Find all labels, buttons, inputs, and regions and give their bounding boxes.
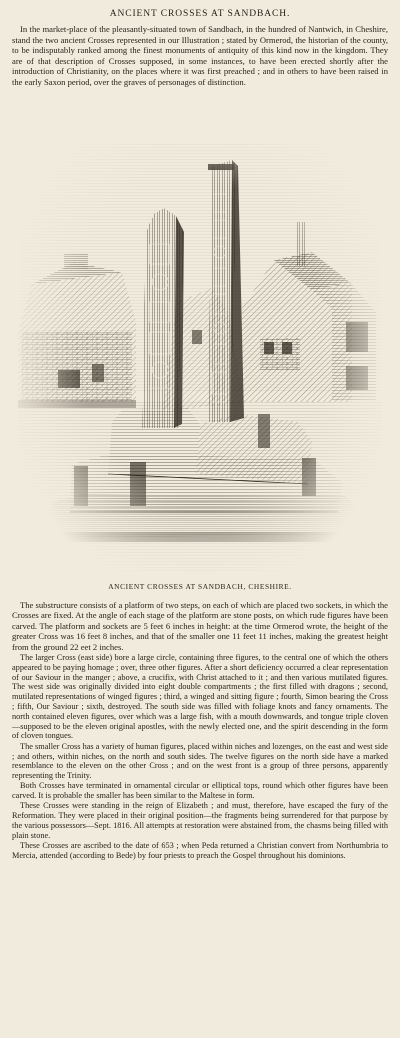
body-paragraph-6: These Crosses are ascribed to the date of 653 ; when Peda returned a Christian convert from Northumbria to Mercia, attended (according to Bede) by four priests to preach the Gospel throughout his dominions. xyxy=(12,841,388,860)
body-paragraph-3: The smaller Cross has a variety of human figures, placed within niches and lozenges, on the east and west side ; and others, within niches, on the north and south sides. The twelve figures on the north side have a marked resemblance to the eleven on the other Cross ; and on the west front is a group of three persons, apparently representing the Trinity. xyxy=(12,741,388,781)
body-paragraph-4: Both Crosses have terminated in ornamental circular or elliptical tops, round which other figures have been carved. It is probable the smaller has been similar to the Maltese in form. xyxy=(12,781,388,801)
engraving-illustration xyxy=(12,102,388,578)
article-title: ANCIENT CROSSES AT SANDBACH. xyxy=(109,9,291,19)
body-paragraph-5: These Crosses were standing in the reign of Elizabeth ; and must, therefore, have escaped the fury of the Reformation. They were placed in their original position—the fragments being surrendered for that purpose by the various possessors—Sept. 1816. All attempts at restoration were abstained from, the chasms being filled with plain stone. xyxy=(12,801,388,840)
body-paragraph-2: The larger Cross (east side) bore a large circle, containing three figures, to the central one of which the others appeared to be paying homage ; over, three other figures. After a short deficiency occurred a clear representation of our Saviour in the manger ; above, a crucifix, with Christ attached to it ; and then various mutilated figures. The west side was originally divided into eight double compartments ; the first filled with dragons ; second, mutilated representations of winged figures ; third, a winged and sitting figure ; fourth, Simon bearing the Cross ; fifth, Our Saviour ; sixth, destroyed. The south side was filled with foliage knots and fancy ornaments. The north contained eleven figures, over which was a large fish, with a mouth downwards, and tongue triple cloven—supposed to be the eleven original apostles, with the newly elected one, and the spirit descending in the form of cloven tongues. xyxy=(12,653,388,741)
intro-paragraph: In the market-place of the pleasantly-situated town of Sandbach, in the hundred of Nantwich, in Cheshire, stand the two ancient Crosses represented in our Illustration ; stated by Ormerod, the historian of the county, to be indisputably ranked among the finest monuments of antiquity of this kind now in the kingdom. They are of that description of Crosses supposed, in some instances, to have been erected shortly after the introduction of Christianity, on the places where it was first preached ; and in others to have been raised in the early Saxon period, over the graves of personages of distinction. xyxy=(12,24,388,87)
body-paragraph-1: The substructure consists of a platform of two steps, on each of which are placed two sockets, in which the Crosses are fixed. At the angle of each stage of the platform are stone posts, on which rude figures have been carved. The platform and sockets are 5 feet 6 inches in height: at the time Ormerod wrote, the height of the greater Cross was 16 feet 8 inches, and that of the smaller one 11 feet 11 inches, making the greatest height from the ground 22 eet 2 inches. xyxy=(12,599,388,652)
illustration-caption: ANCIENT CROSSES AT SANDBACH, CHESHIRE. xyxy=(108,581,292,591)
crosses-engraving xyxy=(12,102,388,578)
